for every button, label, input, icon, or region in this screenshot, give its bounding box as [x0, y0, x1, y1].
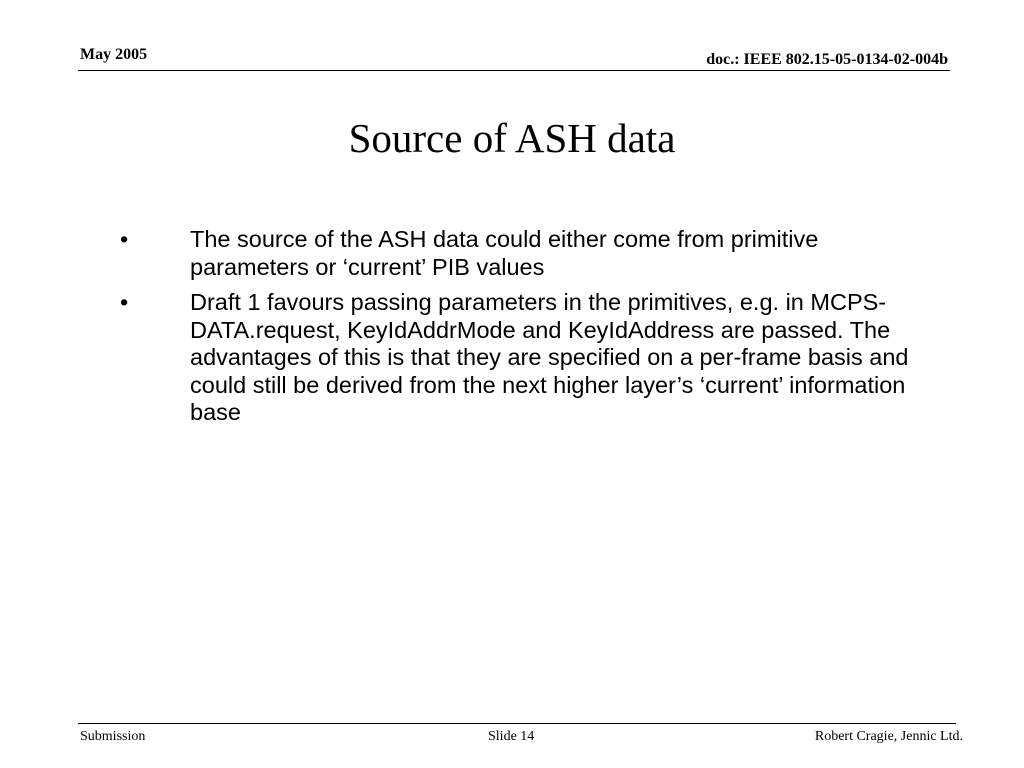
bullet-text: The source of the ASH data could either come from primitive parameters or ‘current’ PIB values [190, 226, 819, 280]
footer-submission: Submission [80, 729, 146, 744]
header-date: May 2005 [80, 46, 148, 63]
bullet-item [120, 289, 920, 427]
bullet-text: Draft 1 favours passing parameters in the primitives, e.g. in MCPS-DATA.request, KeyIdAddrMode and KeyIdAddress are passed. The advantages of this is that they are specified on a per-frame basis and could still be derived from the next higher layer’s ‘current’ information base [190, 289, 909, 425]
bullet-marker: • [120, 289, 129, 315]
slide-title: Source of ASH data [348, 115, 676, 161]
header-divider [78, 70, 950, 71]
bullet-item [120, 226, 920, 281]
footer-divider [78, 723, 956, 724]
bullet-marker: • [120, 226, 129, 252]
footer-author: Robert Cragie, Jennic Ltd. [814, 729, 963, 744]
header-document-id: doc.: IEEE 802.15-05-0134-02-004b [706, 51, 948, 68]
footer-slide-number: Slide 14 [488, 729, 535, 744]
bullet-list [120, 226, 920, 435]
